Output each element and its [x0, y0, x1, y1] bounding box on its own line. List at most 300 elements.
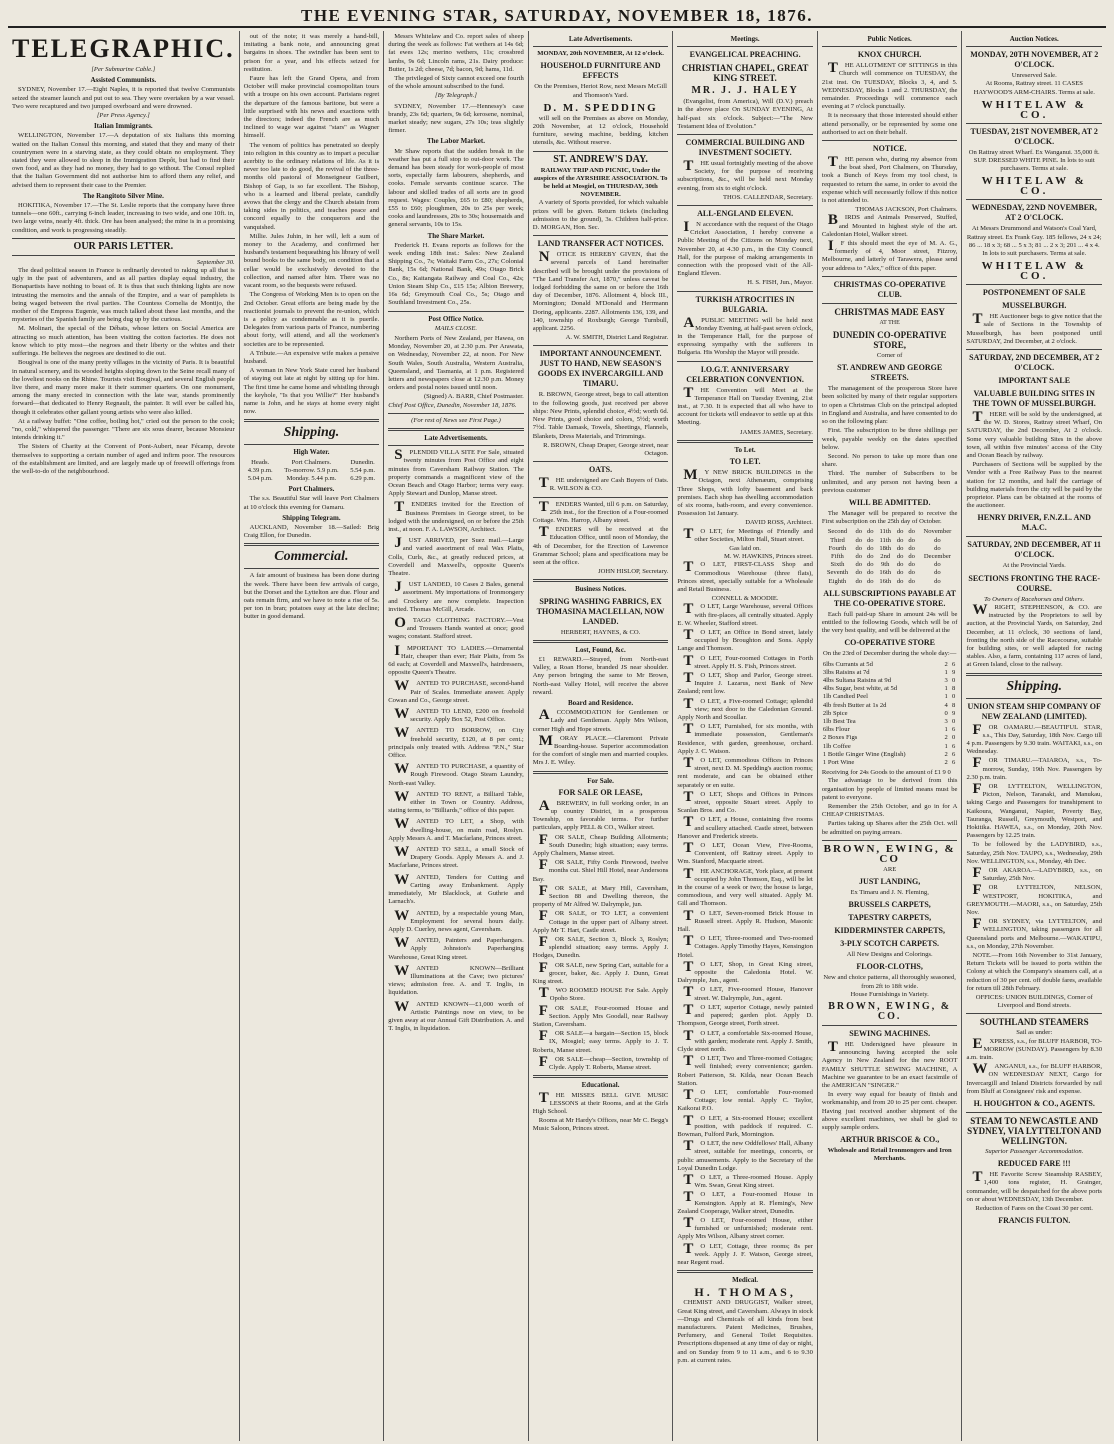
schedule-cell: do: [896, 577, 904, 585]
classified-ad: FOR SALE, Section 3, Block 3, Roslyn; splendid situation; easy terms. Apply J. Hodges, Dunedin.: [532, 934, 669, 960]
article-text: Remember the 25th October, and go in for A CHEAP CHRISTMAS.: [821, 803, 958, 819]
article-text: SYDNEY, November 17.—Hennessy's case brandy, 23s 6d; quarters, 9s 6d; kerosene, nominal, market steady; new sugars, 27s 10s; teas slightly firmer.: [388, 102, 524, 135]
table-row: [822, 569, 958, 577]
schedule-cell: do: [866, 577, 874, 585]
schedule-cell: do: [908, 569, 915, 577]
table-row: [822, 743, 958, 751]
schedule-cell: 16th: [879, 577, 892, 585]
article-text: Second. No person to take up more than one share.: [821, 452, 958, 469]
schedule-cell: Eighth: [828, 577, 847, 585]
auction-date: SATURDAY, 2ND DECEMBER, AT 11 O'CLOCK.: [967, 540, 1102, 560]
column-3: [383, 31, 528, 1441]
oats-heading: OATS.: [588, 465, 613, 475]
classified-ad: WANTED, by a respectable young Man, Employment for several hours daily. Apply D. Cuerley, news agent, Caversham.: [388, 907, 524, 933]
article-text: A woman in New York State cured her husband of staying out late at night by sitting up for him. The first time he came home and whistling through the keyhole, "Is that you Willie?" Her husband's name is John, and he stays at home every night now.: [243, 367, 380, 416]
goods-item: 1lb Coffee: [822, 742, 851, 750]
classified-ad: WANTED TO BORROW, on City freehold security, £120, at 8 per cent.; principals only treated with. Address "P.N.," Star Office.: [388, 725, 524, 760]
divider: [244, 543, 380, 546]
article-text: A Tribute.—An expensive wife makes a pensive husband.: [243, 349, 380, 365]
classified-ad: TO LET, a House, containing five rooms and scullery attached. Castle street, between Hanover and Frederick streets.: [677, 814, 813, 840]
shipping-notice: FOR LYTTELTON, WELLINGTON, Picton, Nelson, Taranaki, and Manukau, taking Cargo and Passengers for transhipment to Kaikoura, Wanganui, Napier, Poverty Bay, Tauranga, Russell, Greymouth, Westport, and Hokitika. HAWEA, s.s., on Monday, 20th Nov. Passengers by 12.25 train.: [966, 780, 1102, 840]
article-text: The Sisters of Charity at the Convent of Pont-Aubert, near Fécamp, devote themselves to supporting a certain number of aged and infirm poor. The resources of the establishment are limited, and are largely made up of freewill offerings from the well-to-do of the neighbourhood.: [12, 443, 235, 475]
schedule-cell: do: [866, 552, 874, 560]
table-row: [822, 734, 958, 742]
divider: [677, 1270, 813, 1273]
classified-ad: FOR SALE, or TO LET, a convenient Cottage in the upper part of Albany street. Apply Mr T. Hart, Castle street.: [532, 908, 669, 934]
picnic-title: RAILWAY TRIP AND PICNIC, Under the auspices of the AYRSHIRE ASSOCIATION. To be held at Mosgiel, on THURSDAY, 30th NOVEMBER.: [533, 166, 668, 199]
table-row: [822, 685, 958, 693]
signature-place: Chief Post Office, Dunedin, November 18, 1876.: [388, 401, 517, 409]
article-text: THERE will be sold by the undersigned, at the W. D. Stores, Rattray street Wharf, On SATURDAY, the 2nd December, At 2 o'clock. Some very valuable building Sites in the above town, all within five minutes' access of the City and Ocean Beach by railway.: [966, 409, 1102, 460]
letter-date: September 30.: [196, 258, 235, 266]
divider: [822, 303, 958, 304]
tide-cell: 5.54 p.m.: [350, 466, 376, 474]
article-text: ABREWERY, in full working order, in an up country District, in a prosperous Township, on favorable terms. For further particulars, apply PELL & CO., Walker street.: [532, 797, 669, 832]
shipping-notice: FOR SYDNEY, via LYTTELTON, and WELLINGTON, taking passengers for all Queensland ports and Melbourne.—WAKATIPU, s.s., on Monday, 27th November.: [966, 916, 1102, 950]
schedule-cell: do: [934, 544, 941, 552]
divider: [677, 46, 813, 47]
divider: [388, 428, 524, 431]
shipping-notice: FOR LYTTELTON, NELSON, WESTPORT, HOKITIKA, and GREYMOUTH.—MAORI, s.s., on Saturday, 25th Nov.: [966, 882, 1102, 916]
goods-item: 4lbs Sultana Raisins at 9d: [822, 676, 892, 684]
divider: [12, 238, 235, 239]
classified-ad: IF this should meet the eye of M. A. G., formerly of 4, Moor street, Fitzroy, Melbourne, and latterly of Tarawera, please send your address to "Alex," office of this paper.: [821, 238, 958, 272]
article-text: A fair amount of business has been done during the week. There have been few arrivals of cargo, but the Dorset and the Lyttelton are due. Flour and oats remain firm, and we have to note a rise of 5s. per ton in bran; potatoes easy at the late decline; butter in good demand.: [243, 572, 380, 621]
goods-d: 0: [952, 734, 956, 742]
article-heading: Assisted Communists.: [90, 76, 157, 85]
classified-ad: TO LET, Furnished, for six months, with immediate possession, Gentleman's Residence, with garden, greenhouse, orchard. Apply J. C. Watson.: [677, 721, 813, 755]
article-text: SYDNEY, November 17.—Eight Naples, it is reported that twelve Communists seized the steamer launch and put out to sea. They were overtaken by a war vessel. Two were recaptured and two jumped overboard and were drowned.: [12, 86, 235, 110]
divider: [533, 235, 669, 236]
classified-ad: WANTED KNOWN—Brilliant Illuminations at the Cave; two pictures' views; admission free. A. and T. Inglis, in liquidation.: [388, 962, 524, 997]
goods-s: 1: [944, 742, 948, 750]
to-let-heading: To Let.: [734, 445, 756, 454]
classified-ad: TENDERS invited for the Erection of Business Premises in George street, to be lodged with the undersigned, on or before the 25th inst., at noon. F. A. LAWSON, Architect.: [388, 499, 524, 533]
divider: [966, 1013, 1102, 1014]
table-row: [822, 537, 958, 545]
article-text: Third. The number of Subscribers to be unlimited, and any person not having been a previous customer: [821, 470, 958, 494]
classified-ad: TO LET, Four-roomed House, either furnished or unfurnished; moderate rent. Apply Mrs Wilson, Albany street corner.: [677, 1214, 813, 1241]
classified-ad: FOR SALE, at Mary Hill, Caversham, Section 88 and Dwelling thereon, the property of Mr Alfred W. Dalrymple, jun.: [532, 882, 669, 909]
classified-ad: BIRDS and Animals Preserved, Stuffed, and Mounted in highest style of the art. Caledonian Hotel, Walker street.: [821, 212, 958, 238]
article-text: TENDERS will be received at the Education Office, until noon of Monday, the 4th of December, for the Erection of Lawrence Grammar School; plans and specifications may be seen at the office.: [532, 524, 669, 566]
divider: [822, 1025, 958, 1026]
schedule-cell: Fourth: [828, 544, 847, 552]
schedule-cell: November: [923, 528, 952, 536]
shipping-notice: EXPRESS, s.s., for BLUFF HARBOR, TO-MORROW (SUNDAY). Passengers by 8.30 a.m. train.: [966, 1035, 1102, 1062]
landing-heading: JUST LANDING,: [859, 877, 921, 887]
schedule-cell: 2nd: [880, 552, 891, 560]
shipping-notice: THE Favorite Screw Steamship RASBEY, 1,400 tons register, H. Grainger, commander, will be despatched for the above ports on or about WEDNESDAY, 13th December.: [966, 1169, 1102, 1203]
telegraph-note: [By Telegraph.]: [435, 92, 477, 100]
news-note: (For rest of News see First Page.): [411, 416, 501, 424]
receiving-total: Receiving for 24s Goods to the amount of £1 9 0: [821, 769, 951, 777]
reduced-fare: REDUCED FARE !!!: [997, 1159, 1071, 1169]
column-5: [672, 31, 817, 1441]
meetings-heading: Meetings.: [730, 35, 760, 43]
tide-cell: 4.39 p.m.: [247, 466, 273, 474]
divider: [822, 140, 958, 141]
classified-ad: FOR SALE, Cheap Building Allotments; South Dunedin; high situation; easy terms. Apply Chalmers, Manse street.: [532, 831, 669, 858]
floor-text: New and choice patterns, all thoroughly seasoned, from 2ft to 18ft wide.: [823, 974, 956, 990]
tide-cell: Monday. 5.44 p.m.: [286, 474, 337, 482]
auction-heading: Auction Notices.: [1009, 35, 1059, 43]
sale-title: HOUSEHOLD FURNITURE AND EFFECTS: [540, 61, 661, 81]
lost-heading: Lost, Found, &c.: [575, 645, 626, 654]
goods-item: 2 Boxes Figs: [822, 734, 858, 742]
schedule-cell: do: [908, 577, 915, 585]
spring-heading: SPRING WASHING FABRICS, EX THOMASINA MACLELLAN, NOW LANDED.: [536, 596, 665, 626]
schedule-cell: do: [934, 569, 941, 577]
classified-ad: TO LET, Shop and Parlor, George street. Inquire J. Lazarus, next Bank of New Zealand; rent low.: [677, 669, 813, 696]
masthead-title: THE EVENING STAR, SATURDAY, NOVEMBER 18, 1876.: [300, 6, 814, 25]
classified-ad: WANTED TO PURCHASE, a quantity of Rough Firewood. Otago Steam Laundry, North-east Valley.: [388, 761, 524, 787]
auction-place: At the Provincial Yards.: [1002, 562, 1066, 570]
goods-item: 1lb Best Tea: [822, 717, 856, 725]
divider: [966, 349, 1102, 350]
signature: R. BROWN, Cheap Draper, George street, near Octagon.: [543, 441, 669, 457]
schedule-cell: do: [934, 577, 941, 585]
classified-ad: TO LET, Five-roomed House, Hanover street. W. Dalrymple, Jun., agent.: [683, 984, 813, 1002]
divider: [966, 698, 1102, 699]
divider: [533, 640, 669, 643]
divider: [533, 345, 669, 346]
offices-note: OFFICES: UNION BUILDINGS, Corner of Liverpool and Bond streets.: [975, 994, 1093, 1010]
schedule-cell: do: [896, 544, 904, 552]
article-text: Northern Ports of New Zealand, per Hawea, on Monday, November 20, at 2.30 p.m. Per Arawata, on Wednesday, November 22, at noon. For New South Wales, South Australia, Western Australia, Queensland, and Tasmania, at 1 p.m. Registered letters and newspapers close at 12.30 p.m. Money orders and postal notes issued until noon.: [388, 334, 524, 392]
classified-ad: WANTED TO SELL, a small Stock of Drapery Goods. Apply Messrs A. and J. Macfarlane, Princes street.: [388, 844, 524, 870]
auctioneer-name: WHITELAW & CO.: [981, 175, 1087, 198]
auction-date: MONDAY, 20TH NOVEMBER, AT 2 O'CLOCK.: [970, 50, 1099, 70]
preacher-name: MR. J. J. HALEY: [691, 85, 799, 97]
article-text: WELLINGTON, November 17.—A deputation of six Italians this morning waited on the Italian Consul this morning, and stated that they and many of their countrymen were in a starving state, as they could obtain no employment. They stated they were allowed to sleep in the Immigration Depôt, but had to find their own food, and as they had no money, they had to go without. The Consul replied that the Italian Government did not authorise him to afford them any relief, and advised them to represent their case to the Premier.: [12, 132, 235, 189]
mails-heading: MAILS CLOSE.: [434, 324, 478, 332]
valuable-sites: VALUABLE BUILDING SITES IN THE TOWN OF MUSSELBURGH.: [972, 389, 1096, 409]
classified-ad: TO LET, Ocean View, Five-Rooms, Convenient, off Rattray street. Apply to Wm. Stanford, Macquarie street.: [677, 840, 813, 866]
article-text: At a railway buffet: "One coffee, boiling hot," cried out the person to the cook; "no, cold," whispered the passenger. "There are six sous dearer, because Monsieur intends drinking it.": [12, 417, 235, 442]
goods-d: 9: [952, 668, 956, 676]
divider: [966, 123, 1102, 124]
chapel-heading: CHRISTIAN CHAPEL, GREAT KING STREET.: [681, 63, 809, 84]
schedule-cell: do: [855, 552, 863, 560]
goods-s: 1: [944, 693, 948, 701]
payable-heading: ALL SUBSCRIPTIONS PAYABLE AT THE CO-OPERATIVE STORE.: [823, 588, 957, 608]
important-sale: IMPORTANT SALE: [998, 376, 1071, 386]
auctioneer-name: WHITELAW & CO.: [981, 260, 1087, 283]
classified-ad: FOR SALE, Four-roomed House and Section. Apply Mrs Goodall, near Railway Station, Caversham.: [532, 1002, 669, 1029]
classified-ad: TO LET, Large Warehouse, several Offices with fire-places, all centrally situated. Apply E. W. Wheeler, Stafford street.: [677, 601, 813, 627]
southland-heading: SOUTHLAND STEAMERS: [979, 1017, 1089, 1028]
classified-ad: TO LET, Three-roomed and Two-roomed Cottages. Apply Timothy Hayes, Kensington Hotel.: [677, 933, 813, 959]
schedule-cell: do: [934, 561, 941, 569]
to-let-title: TO LET.: [729, 457, 761, 467]
classified-ad: TO LET, comfortable Four-roomed Cottage; low rental. Apply C. Taylor, Kaikorai P.O.: [677, 1086, 813, 1113]
article-text: First. The subscription to be three shillings per week, payable weekly on the dates specified below.: [821, 427, 958, 451]
divider: [244, 568, 380, 569]
post-office-heading: Post Office Notice.: [428, 314, 484, 323]
article-text: THE ALLOTMENT OF SITTINGS in this Church will commence on TUESDAY, the 21st inst. On TUESDAY, Blocks 3, 4, and 5. WEDNESDAY, Blocks 1 and 2. THURSDAY, the remainder. Proceedings will commence each evening at 7 o'clock punctually.: [821, 60, 958, 111]
tide-col-header: Heads.: [251, 458, 270, 466]
article-text: THE person who, during my absence from the boat shed, Port Chalmers, on Thursday, took a Bunch of Keys from my tool chest, is requested to return the same, in order to avoid the expense which will necessarily follow if this notice is not attended to.: [821, 154, 958, 205]
newcastle-heading: STEAM TO NEWCASTLE AND SYDNEY, VIA LYTTELTON AND WELLINGTON.: [967, 1116, 1102, 1147]
article-text: The management of the prosperous Store have been solicited by many of their regular supporters to open a Christmas Club on the principal adopted in England and Australia, and have consented to do so on the following plan:: [821, 385, 958, 426]
classified-ad: WANTED KNOWN—£1,000 worth of Artistic Paintings now on view, to be given away at our Annual Gift Distribution. A. and T. Inglis, in liquidation.: [388, 998, 524, 1033]
divider: [966, 673, 1102, 676]
goods-d: 6: [952, 759, 956, 766]
article-text: TENDERS Wanted, till 6 p.m. on Saturday, 25th inst., for the Erection of a Four-roomed Cottage. Wm. Harrop, Albany street.: [532, 498, 669, 524]
educational-heading: Educational.: [581, 1081, 620, 1090]
divider: [822, 46, 958, 47]
auction-date: WEDNESDAY, 22ND NOVEMBER, AT 2 O'CLOCK.: [971, 203, 1097, 223]
article-text: AUCKLAND, November 18.—Sailed: Brig Craig Ellon, for Dunedin.: [243, 523, 380, 540]
article-text: Rooms at Mr Hardy's Offices, near Mr C. Begg's Music Saloon, Princes street.: [532, 1117, 669, 1133]
schedule-cell: do: [866, 569, 874, 577]
auctioneer-name: D. M. SPEDDING: [543, 101, 658, 114]
carpet-line: BRUSSELS CARPETS,: [848, 900, 931, 910]
goods-item: 1 Bottle Ginger Wine (English): [822, 750, 906, 758]
carpet-line: KIDDERMINSTER CARPETS,: [834, 926, 945, 936]
classified-ad: TO LET, a Three-roomed House. Apply Wm. Swan, Great King street.: [683, 1171, 813, 1190]
article-text: Bougival is one of the many pretty villages in the vicinity of Paris. It is beautiful in natural scenery, and its wooded heights sloping down to the Seine recall many of the loveliest nooks on the Rhine. Tourists visit Bougival, and several English people live there, and many more make it their summer quarters. On one monument, among the many erected in connection with the late war, stands prominently forward—that dedicated to Henry Regnault, the painter. It will ever be called his, though it celebrates other gallant young artists who were also killed.: [12, 359, 235, 416]
divider: [677, 205, 813, 206]
divider: [12, 255, 235, 256]
furnishings-note: House Furnishings in Variety.: [850, 990, 929, 998]
tide-cell: 5.04 p.m.: [247, 474, 273, 482]
knox-heading: KNOX CHURCH.: [857, 50, 922, 60]
christmas-heading: CHRISTMAS MADE EASY: [834, 306, 945, 317]
goods-d: 6: [952, 750, 956, 758]
article-text: The s.s. Beautiful Star will leave Port Chalmers at 10 o'clock this evening for Oamaru.: [243, 495, 380, 511]
goods-item: 6lbs Currants at 5d: [822, 660, 873, 668]
table-row: [822, 553, 958, 561]
article-text: The advantage to be derived from this organisation by people of limited means must be patent to everyone.: [821, 777, 958, 801]
shipping-notice: WANGANUI, s.s., for BLUFF HARBOR, ON WEDNESDAY NEXT, Cargo for Invercargill and Inland Districts forwarded by rail from Bluff at Consignees' risk and expense.: [966, 1061, 1102, 1095]
divider: [966, 46, 1102, 47]
divider: [388, 445, 524, 446]
divider: [388, 311, 524, 312]
divider: [966, 199, 1102, 200]
paris-letter-heading: OUR PARIS LETTER.: [73, 240, 174, 252]
schedule-table: [822, 528, 958, 585]
schedule-cell: do: [908, 552, 915, 560]
article-text: £1 REWARD.—Strayed, from North-east Valley, a Roan Horse, branded JS near shoulder. Any person bringing the same to Mr Brown, North-east Valley Hotel, will receive the above reward.: [532, 655, 669, 696]
classified-ad: WANTED TO RENT, a Billiard Table, either in Town or Country. Address, stating terms, to "Billiards," office of this paper.: [388, 788, 524, 815]
auction-text: At Messrs Drummond and Watson's Coal Yard, Rattray street. Ex Frank Guy. 185 fellows, 24 x 24; 86 ... 18 x 3; 68 ... 5 x 3; 81 ... 2 x 3; 201 ... 4 x 4. In lots to suit purchasers. Terms at sale.: [966, 225, 1102, 258]
article-text: will sell on the Premises as above on Monday, 20th November, at 12 o'clock, Household furniture, sewing machine, bedding, kitchen utensils, &c. Without reserve.: [532, 114, 669, 147]
postponed-heading: POSTPONEMENT OF SALE: [982, 288, 1086, 298]
goods-d: 8: [952, 685, 956, 693]
goods-d: 8: [952, 701, 956, 709]
goods-item: 6lbs Flour: [822, 726, 850, 734]
shipping-notice: FOR OAMARU.—BEAUTIFUL STAR, s.s., This Day, Saturday, 18th Nov. Cargo till 4 p.m. Passengers by 9.30 train. WAITAKI, s.s., on Wednesday.: [966, 721, 1102, 756]
club-heading: CHRISTMAS CO-OPERATIVE CLUB.: [833, 279, 946, 299]
public-notices-heading: Public Notices.: [867, 35, 912, 43]
schedule-cell: Third: [830, 536, 845, 544]
table-row: [822, 677, 958, 685]
article-text: Parties taking up Shares after the 25th Oct. will be admitted on paying arrears.: [821, 820, 958, 836]
shipping-notice: NOTE.—From 16th November to 31st January, Return Tickets will be issued to ports within the Colony at which the Company's steamers call, at a reduction of 30 per cent. off double fares, available for return till 28th February.: [966, 952, 1102, 992]
goods-item: 4lb fresh Butter at 1s 2d: [822, 701, 887, 709]
society-heading: COMMERCIAL BUILDING AND INVESTMENT SOCIETY.: [685, 138, 805, 158]
high-water-heading: High Water.: [293, 448, 330, 457]
goods-s: 2: [944, 660, 948, 668]
goods-item: 1lb Candied Peel: [822, 693, 868, 701]
table-row: [822, 726, 958, 734]
divider: [533, 1075, 669, 1078]
schedule-cell: do: [855, 536, 863, 544]
schedule-cell: do: [896, 536, 904, 544]
article-text: THE Undersigned have pleasure in announcing having accepted the sole Agency in New Zealand for the new ROOT FAMILY SHUTTLE SEWING MACHINE, A Machine we guarantee to be an exact facsimile of the AMERICAN "SINGER.": [821, 1039, 958, 1090]
sewing-heading: SEWING MACHINES.: [849, 1029, 931, 1039]
schedule-cell: 11th: [879, 528, 891, 536]
schedule-cell: do: [896, 561, 904, 569]
divider: [388, 413, 524, 414]
divider: [822, 276, 958, 277]
for-sale-heading: For Sale.: [587, 776, 614, 785]
article-text: Frederick H. Evans reports as follows for the week ending 18th inst.: Sales: New Zealand Shipping Co., 7s; Waitaki Farm Co., 27s; Colonial Bank, 15s 6d; National Bank, 49s; Otago Brick Co., 8s; Kaitangata Railway and Coal Co., 42s; Union Steam Ship Co., £15 15s; Albion Brewery, 16s 6d; Greymouth Coal Co., 5s; Otago and Southland Investment Co., 25s.: [388, 241, 524, 307]
shipping-heading: Shipping.: [1006, 678, 1063, 694]
goods-s: 0: [944, 709, 948, 717]
divider: [533, 497, 669, 498]
shipping-heading: Shipping.: [283, 425, 340, 441]
shipping-notice: FOR TIMARU.—TAIAROA, s.s., To-morrow, Sunday, 19th Nov. Passengers by 2.30 p.m. train.: [966, 755, 1102, 781]
goods-d: 6: [952, 726, 956, 734]
tide-cell: 6.29 p.m.: [350, 474, 376, 482]
classified-ad: TO LET, a Four-roomed House in Kensington. Apply at R. Fleming's, New Zealand Cooperage, Walker street, Dunedin.: [677, 1189, 813, 1215]
schedule-cell: 18th: [879, 544, 892, 552]
goods-s: 1: [944, 668, 948, 676]
column-7: [961, 31, 1106, 1441]
iogt-heading: I.O.G.T. ANNIVERSARY CELEBRATION CONVENTION.: [686, 364, 804, 384]
tide-cell: To-morrow. 5.9 p.m.: [284, 466, 339, 474]
goods-d: 0: [952, 717, 956, 725]
classified-ad: TO LET, superior Cottage, newly painted and papered; garden plot. Apply D. Thompson, George street, Forth street.: [677, 1001, 813, 1028]
schedule-cell: do: [855, 569, 863, 577]
auction-text: At Rooms, Rattray street. 11 CASES HAYWOOD'S ARM-CHAIRS. Terms at sale.: [973, 80, 1095, 96]
divider: [533, 151, 669, 152]
divider: [244, 444, 380, 445]
are-label: ARE: [883, 865, 897, 873]
article-text: The dead political season in France is ordinarily devoted to raking up all that is ugly in the past of adventurers, and as all parties display equal industry, the Bonapartists have nothing to boast of. It is thus that such thinking lights are now intrusting the memoirs and the annals of the Empire, and a war of pamphlets is being waged between the rival parties. The Countess Cornelia de Montijo, the mother of the Empress Eugenie, was much talked about these last months, and the mysteries of the Spanish family are being dug up by the curious.: [12, 267, 235, 324]
ships-label: Ex Timaru and J. N. Fleming,: [850, 889, 929, 897]
agent-name: FRANCIS FULTON.: [998, 1216, 1071, 1226]
classified-ad: TO LET, Shop, in Great King street, opposite the Caledonia Hotel. W. Dalrymple, Jun., agent.: [677, 958, 813, 985]
table-row: [822, 578, 958, 586]
classified-ad: IMPORTANT TO LADIES.—Ornamental Hair, cheaper than ever; Hair Plaits, from 5s 6d each; at Coverdell and Maxwell's, hairdressers, opposite Queen's Theatre.: [388, 642, 524, 677]
auction-date: TUESDAY, 21ST NOVEMBER, AT 2 O'CLOCK.: [970, 126, 1098, 146]
merchant-name: BROWN, EWING, & CO.: [828, 1001, 952, 1023]
note: Gas laid on.: [729, 544, 761, 552]
classified-ad: WANTED TO LET, a Shop, with dwelling-house, on main road, Roslyn. Apply Messrs A. and T. Macfarlane, Princes street.: [388, 816, 524, 842]
divider: [966, 536, 1102, 537]
medical-heading: Medical.: [732, 1276, 759, 1285]
schedule-cell: Fifth: [831, 552, 844, 560]
article-text: NOTICE IS HEREBY GIVEN, that the several parcels of Land hereinafter described will be brought under the provisions of "The Land Transfer Act, 1870," unless caveat be lodged forbidding the same on or before the 16th day of December, 1876. Allotment 4, block III., Mornington; Donald M'Donald and Herrmann Doring, applicants. 2287. Allotments 136, 139, and 140, township of Roxburgh; George Turnbull, applicant. 2256.: [532, 249, 669, 333]
goods-d: 9: [952, 709, 956, 717]
masthead: [8, 6, 1106, 28]
article-text: CHEMIST AND DRUGGIST, Walker street, Great King street, and Caversham. Always in stock—Drugs and Chemicals of all kinds from best manufacturers. Patent Medicines, Brushes, Perfumery, and General Toilet Requisites. Prescriptions dispensed at any time of day or night, and on Sunday from 9 to 11 a.m., and 6 to 9.30 p.m. at current rates.: [677, 1299, 813, 1364]
schedule-cell: Seventh: [826, 569, 849, 577]
schedule-cell: do: [855, 561, 863, 569]
schedule-cell: do: [896, 528, 904, 536]
article-text: Mr Shaw reports that the sudden break in the weather has put a full stop to out-door work. The demand has been steady for work-people of most sorts, especially farm labourers, shepherds, and cooks. Female servants continue scarce. The labour and skilled trades of all sorts are in good request. Wages: Couples, £65 to £80; shepherds, £55 to £60; ploughmen, 20s to 25s per week; cooks and laundresses, 20s to 30s; housemaids and general servants, 10s to 15s.: [388, 147, 524, 229]
designs-note: All New Designs and Colorings.: [846, 951, 933, 959]
article-text: The Congress of Working Men is to open on the 2nd October. Great efforts are being made by the reactionist journals to prevent the re-union, which is a policy as condemnable as it is puerile. Delegates from various parts of France, numbering about forty, will attend, and all the workmen's societies are to be represented.: [243, 291, 380, 348]
article-text: MY NEW BRICK BUILDINGS in the Octagon, next Athenæum, comprising Three Shops, with lofty basement and back premises. Each shop has dwelling accommodation of six rooms, bath-room, and every convenience. Possession 1st January.: [677, 467, 813, 518]
article-text: R. BROWN, George street, begs to call attention to the following goods, just received per above ships: New Prints, splendid choice, 4½d; worth 6d. New Prints, good choice and colors, 5½d; worth 7½d. Table Damask, Towels, Sheetings, Flannels, Blankets, Dress Materials, and Trimmings.: [532, 391, 669, 440]
column-6: [817, 31, 962, 1441]
schedule-cell: Second: [827, 528, 848, 536]
classified-ad: FOR SALE, new Spring Cart, suitable for a grocer, baker, &c. Apply J. Dunn, Great King street.: [532, 959, 669, 986]
table-row: [822, 751, 958, 759]
announcement-heading: IMPORTANT ANNOUNCEMENT. JUST TO HAND, NEW SEASON'S GOODS EX INVERCARGILL AND TIMARU.: [537, 349, 664, 389]
classified-ad: TWO ROOMED HOUSE For Sale. Apply Opoho Store.: [538, 985, 669, 1003]
signature: (Signed) A. BARR, Chief Postmaster.: [423, 393, 524, 401]
late-ads-heading: Late Advertisements.: [424, 433, 488, 442]
goods-d: 0: [952, 693, 956, 701]
goods-s: 2: [944, 759, 948, 766]
article-text: M. Molinari, the special of the Débats, whose letters on Social America are attracting so much attention, has been visiting the cotton factories. He does not know which to pity most—the negroes and their liberty or the whites and their sufferings. He believes the negroes are destined to die out.: [12, 325, 235, 358]
classified-ad: JUST LANDED, 10 Cases 2 Bales, general assortment. My importations of Ironmongery and Crockery are now complete. Inspection invited. Thomas McGill, Arcade.: [388, 579, 524, 613]
signature: DAVID ROSS, Architect.: [745, 519, 813, 527]
article-text: HOKITIKA, November 17.—The St. Leslie reports that the company have three tunnels—one 60ft., carrying 6-inch leader, increasing to two wide, and one 10ft. in, two large veins, nearly 4ft. thick. Ore has been analysed; the mine is in a promising condition, and work is progressing steadily.: [12, 202, 235, 234]
port-heading: Port Chalmers.: [288, 485, 335, 494]
classified-ad: WANTED, Painters and Paperhangers. Apply Johnston's Paperhanging Warehouse, Great King street.: [388, 935, 524, 961]
article-text: THE usual fortnightly meeting of the above Society, for the purpose of receiving subscriptions, &c., will be held next Monday evening, from six to eight o'clock.: [677, 158, 813, 192]
signature: M. W. HAWKINS, Princes street.: [724, 553, 813, 561]
article-text: ACCOMMODATION for Gentlemen or Lady and Gentleman. Apply Mrs Wilson, corner High and Hope streets.: [532, 707, 669, 733]
signature: H. S. FISH, Jun., Mayor.: [747, 279, 813, 287]
goods-s: 2: [944, 734, 948, 742]
table-row: [822, 718, 958, 726]
union-heading: UNION STEAM SHIP COMPANY OF NEW ZEALAND (LIMITED).: [967, 701, 1101, 721]
divider: [966, 1112, 1102, 1113]
goods-s: 4: [944, 701, 948, 709]
goods-s: 3: [944, 676, 948, 684]
board-heading: Board and Residence.: [567, 698, 634, 707]
sale-date: MONDAY, 20th NOVEMBER, At 12 o'clock.: [537, 50, 664, 58]
divider: [677, 291, 813, 292]
table-row: [822, 710, 958, 718]
goods-item: 2lb Spice: [822, 709, 848, 717]
schedule-cell: 9th: [880, 561, 890, 569]
schedule-cell: do: [908, 544, 915, 552]
floor-heading: FLOOR-CLOTHS,: [856, 962, 923, 972]
tide-col-header: Dunedin.: [350, 458, 375, 466]
article-text: Faure has left the Grand Opera, and from October will make provincial cosmopolitan tours with a troupe on his own account. Parisians regret the departure of the famous baritone, but were a little surprised with his news and exactions with the directors; indeed the French are as much inclined to wage war against "stars" as Wagner himself.: [243, 75, 380, 140]
briscoe-name: ARTHUR BRISCOE & CO.,: [840, 1135, 940, 1145]
goods-s: 1: [944, 726, 948, 734]
classified-ad: TO LET, Cottage, three rooms; 8s per week. Apply J. F. Watson, George street, near Regent road.: [677, 1240, 813, 1266]
sale-text: On the Premises, Heriot Row, next Messrs McGill and Thomson's Yard.: [534, 83, 667, 99]
article-text: A variety of Sports provided, for which valuable prizes will be given. Return tickets (including admission to the ground), 3s. Children half-price. D. MORGAN, Hon. Sec.: [532, 199, 669, 232]
turkish-heading: TURKISH ATROCITIES IN BULGARIA.: [695, 294, 795, 314]
article-heading: The Rangitoto Silver Mine.: [82, 191, 164, 200]
southland-sub: Sail as under:: [1016, 1029, 1053, 1037]
land-transfer-heading: LAND TRANSFER ACT NOTICES.: [537, 239, 664, 249]
auction-text: On Rattray street Wharf. Ex Wanganui. 35,000 ft. SUP. DRESSED WHITE PINE. In lots to suit purchasers. Terms at sale.: [968, 148, 1100, 173]
classified-ad: TO LET, a Six-roomed House; excellent position, with paddock if required. C. Bowman, Fulford Park, Mornington.: [677, 1112, 813, 1138]
classified-ad: TO LET, Two and Three-roomed Cottages; well finished; every convenience; garden. Robert Patterson, St. Kilda, near Ocean Beach Station.: [677, 1053, 813, 1087]
classified-ad: TO LET, commodious Offices in Princes street, next D. M. Spedding's auction rooms; rent moderate, and can be obtained either separately or en suite.: [677, 755, 813, 789]
labor-heading: The Labor Market.: [426, 137, 485, 146]
classified-ad: FOR SALE—a bargain—Section 15, block IX, Mosgiel; easy terms. Apply to J. T. Roberts, Manse street.: [532, 1028, 669, 1054]
classified-ad: TO LET, the new Oddfellows' Hall, Albany street, suitable for meetings, concerts, or public amusements. Apply to the Secretary of the Loyal Dunedin Lodge.: [677, 1138, 813, 1172]
schedule-cell: do: [855, 577, 863, 585]
article-text: out of the note; it was merely a hand-bill, imitating a bank note, and announcing great bargains in shoes. The swindler has been sent to prison for a year, and his effects seized for restitution.: [243, 33, 380, 73]
article-text: In every way equal for beauty of finish and workmanship, and from 20 to 25 per cent. cheaper. Having just received another shipment of the above excellent machines, we shall be glad to supply sample orders.: [821, 1091, 958, 1132]
schedule-cell: do: [896, 569, 904, 577]
